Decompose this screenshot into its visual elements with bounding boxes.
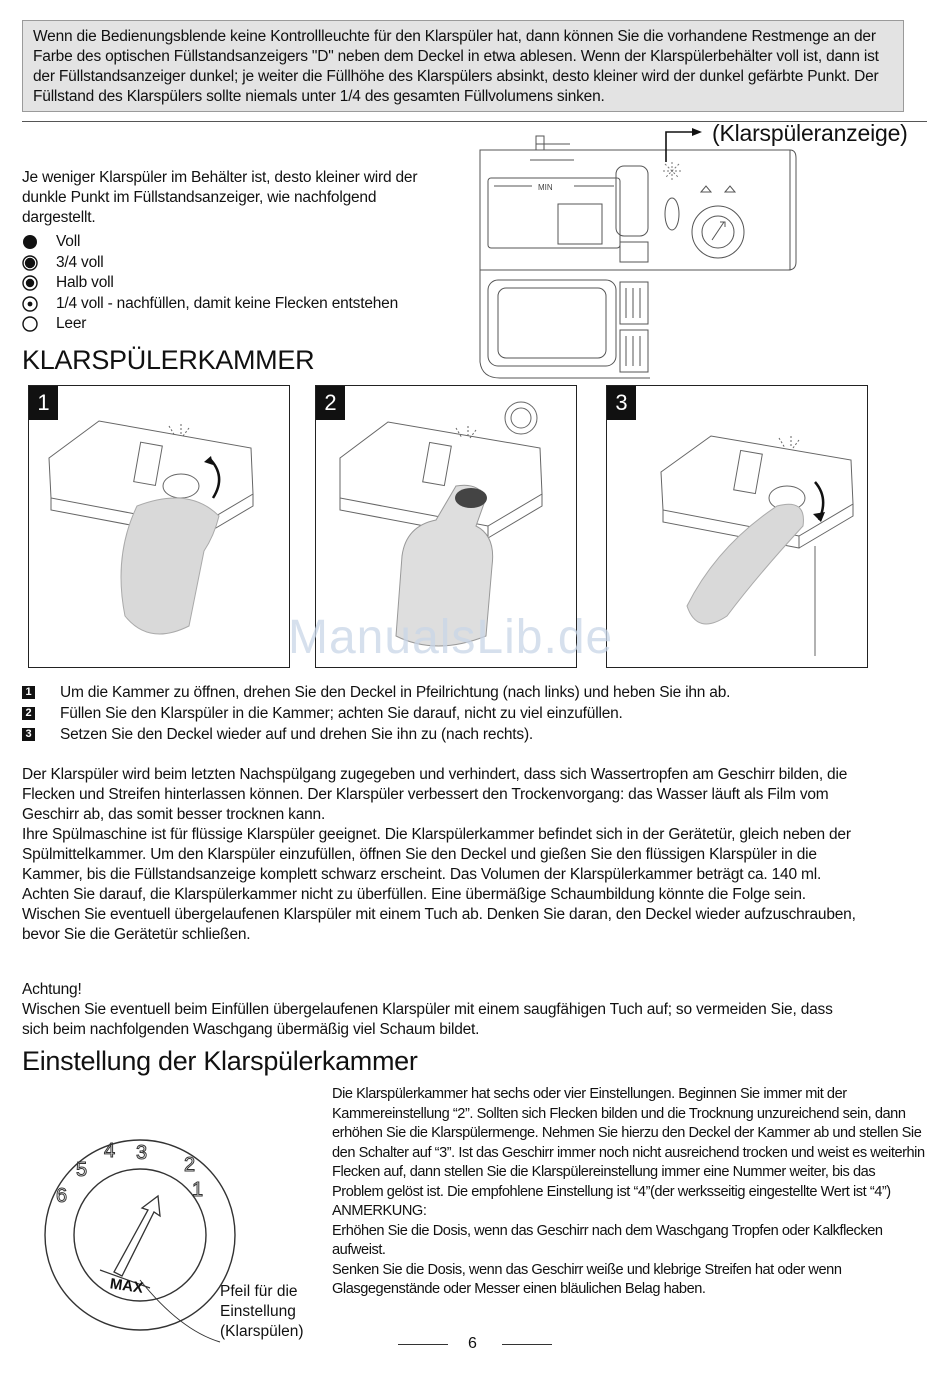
section-title-rinse-chamber: KLARSPÜLERKAMMER bbox=[22, 345, 315, 375]
callout-arrow bbox=[666, 132, 692, 162]
steps-list bbox=[22, 682, 730, 745]
intro-text: Wenn die Bedienungsblende keine Kontrollleuchte für den Klarspüler hat, dann können Sie die vorhandene Restmenge an der Farbe des optischen Füllstandsanzeigers "D" neben dem Deckel in etwa ablesen. Wenn der Klarspülerbehälter voll ist, dann ist der Füllstandsanzeiger dunkel; je weiter die Füllhöhe des Klarspülers absinkt, desto kleiner wird der dunkel gefärbte Punkt. Der Füllstand des Klarspülers sollte niemals unter 1/4 des gesamten Füllvolumens sinken. bbox=[33, 28, 879, 105]
legend-item-three-quarter bbox=[22, 253, 398, 274]
step-item bbox=[22, 703, 730, 724]
dial-number: 4 bbox=[104, 1140, 116, 1162]
legend-label: 1/4 voll - nachfüllen, damit keine Flecken entstehen bbox=[56, 294, 398, 312]
warning-text: Wischen Sie eventuell beim Einfüllen übergelaufenen Klarspüler mit einem saugfähigen Tuch auf; so vermeiden Sie, dass sich beim nachfolgenden Waschgang übermäßig viel Schaum bildet. bbox=[22, 1001, 833, 1038]
dial-number: 1 bbox=[192, 1179, 204, 1201]
close-lid-illustration bbox=[607, 386, 867, 666]
note-paragraph: Senken Sie die Dosis, wenn das Geschirr weiße und klebrige Streifen hat oder wenn Glasgegenstände oder Messer einen bläulichen Belag haben. bbox=[332, 1261, 842, 1297]
step-item bbox=[22, 724, 730, 745]
warning-block bbox=[22, 980, 862, 1040]
min-label: MIN bbox=[538, 183, 553, 192]
settings-description bbox=[332, 1085, 928, 1300]
intro-info-box bbox=[22, 20, 904, 112]
step-text: Um die Kammer zu öffnen, drehen Sie den Deckel in Pfeilrichtung (nach links) und heben Sie ihn ab. bbox=[60, 683, 731, 701]
panel-number: 3 bbox=[607, 386, 636, 420]
body-paragraph: Der Klarspüler wird beim letzten Nachspülgang zugegeben und verhindert, dass sich Wassertropfen am Geschirr bilden, die Flecken und Streifen hinterlassen können. Der Klarspüler verbessert den Trockenvorgang: das Wasser läuft als Film vom Geschirr ab, das somit besser trocknen kann. bbox=[22, 766, 848, 823]
quarter-circle-icon bbox=[22, 296, 38, 312]
panel-number: 1 bbox=[29, 386, 58, 420]
illustration-panel-3 bbox=[606, 385, 868, 668]
legend-item-quarter bbox=[22, 294, 398, 315]
note-paragraph: Erhöhen Sie die Dosis, wenn das Geschirr nach dem Waschgang Tropfen oder Kalkflecken aufweist. bbox=[332, 1222, 883, 1258]
step-text: Setzen Sie den Deckel wieder auf und drehen Sie ihn zu (nach rechts). bbox=[60, 725, 534, 743]
illustration-panel-1 bbox=[28, 385, 290, 668]
section-title-settings: Einstellung der Klarspülerkammer bbox=[22, 1046, 418, 1076]
warning-title: Achtung! bbox=[22, 981, 82, 998]
empty-circle-icon bbox=[22, 316, 38, 332]
legend-label: Halb voll bbox=[56, 274, 114, 292]
dispenser-diagram bbox=[470, 122, 910, 384]
open-lid-illustration bbox=[29, 386, 289, 666]
dial-caption bbox=[220, 1282, 304, 1342]
step-item bbox=[22, 682, 730, 703]
page-rule-left bbox=[398, 1344, 448, 1345]
rinse-indicator-callout: (Klarspüleranzeige) bbox=[712, 120, 908, 146]
dial-arrow bbox=[114, 1196, 160, 1276]
max-label: MAX bbox=[108, 1275, 145, 1297]
panel-number: 2 bbox=[316, 386, 345, 420]
page-rule-right bbox=[502, 1344, 552, 1345]
full-circle-icon bbox=[22, 234, 38, 250]
caption-line: Pfeil für die bbox=[220, 1283, 298, 1300]
legend-label: Voll bbox=[56, 233, 81, 251]
dial-number: 3 bbox=[136, 1142, 148, 1164]
legend-item-half bbox=[22, 273, 398, 294]
step-text: Füllen Sie den Klarspüler in die Kammer; achten Sie darauf, nicht zu viel einzufüllen. bbox=[60, 704, 623, 722]
legend-item-full bbox=[22, 232, 398, 253]
step-number: 3 bbox=[22, 728, 35, 741]
indicator-description: Je weniger Klarspüler im Behälter ist, desto kleiner wird der dunkle Punkt im Füllstandsanzeiger, wie nachfolgend dargestellt. bbox=[22, 169, 418, 226]
dial-number: 2 bbox=[184, 1154, 196, 1176]
note-title: ANMERKUNG: bbox=[332, 1203, 427, 1219]
settings-paragraph: Die Klarspülerkammer hat sechs oder vier Einstellungen. Beginnen Sie immer mit der Kammereinstellung “2”. Sollten sich Flecken bilden und die Trocknung unzureichend sein, dann erhöhen Sie die Klarspülermenge. Nehmen Sie hierzu den Deckel der Kammer ab und stellen Sie den Schalter auf “3”. Ist das Geschirr immer noch nicht ausreichend trocken und weist es weiterhin Flecken auf, dann stellen Sie die Klarspülereinstellung immer eine Nummer weiter, bis das Problem gelöst ist. Die empfohlene Einstellung ist “4”(der werksseitig eingestellte Wert ist “4”) bbox=[332, 1086, 925, 1200]
fill-level-legend bbox=[22, 232, 398, 335]
legend-label: Leer bbox=[56, 315, 87, 333]
caption-line: (Klarspülen) bbox=[220, 1323, 304, 1340]
dial-number: 5 bbox=[76, 1159, 88, 1181]
step-number: 1 bbox=[22, 686, 35, 699]
body-paragraph: Ihre Spülmaschine ist für flüssige Klarspüler geeignet. Die Klarspülerkammer befindet sich in der Gerätetür, gleich neben der Spülmittelkammer. Um den Klarspüler einzufüllen, öffnen Sie den Deckel und gießen Sie den flüssigen Klarspüler in die Kammer, bis die Füllstandsanzeige komplett schwarz erscheint. Das Volumen der Klarspülerkammer beträgt ca. 140 ml. bbox=[22, 826, 851, 883]
watermark: ManualsLib.de bbox=[288, 611, 614, 664]
caption-line: Einstellung bbox=[220, 1303, 296, 1320]
step-number: 2 bbox=[22, 707, 35, 720]
rinse-aid-body bbox=[22, 765, 862, 945]
legend-item-empty bbox=[22, 314, 398, 335]
page-number: 6 bbox=[468, 1335, 477, 1352]
legend-label: 3/4 voll bbox=[56, 253, 104, 271]
body-paragraph: Achten Sie darauf, die Klarspülerkammer nicht zu überfüllen. Eine übermäßige Schaumbildung könnte die Folge sein. Wischen Sie eventuell übergelaufenen Klarspüler mit einem Tuch ab. Denken Sie daran, den Deckel wieder aufzuschrauben, bevor Sie die Gerätetür schließen. bbox=[22, 886, 856, 943]
half-circle-icon bbox=[22, 275, 38, 291]
dial-number: 6 bbox=[56, 1185, 68, 1207]
three-quarter-circle-icon bbox=[22, 255, 38, 271]
